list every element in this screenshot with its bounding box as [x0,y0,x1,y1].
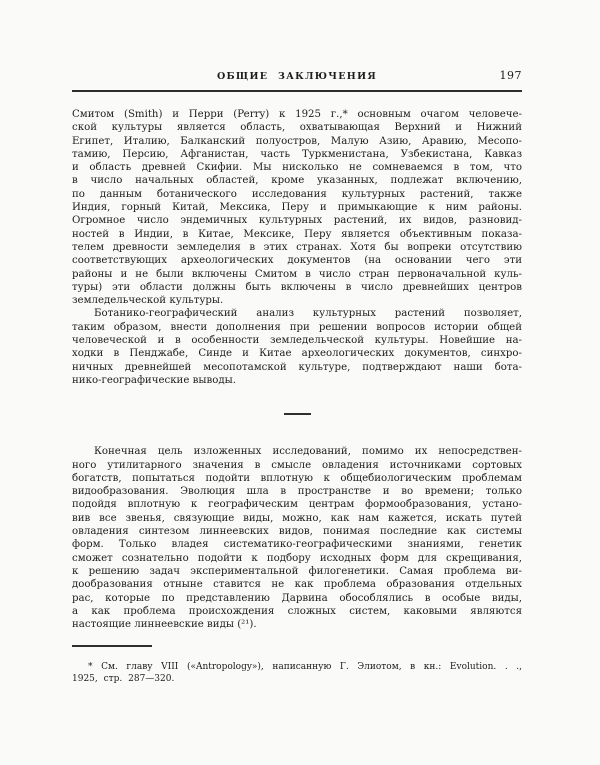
text-line: настоящие линнеевские виды (²¹). [72,619,257,631]
text-line: телем древности земледелия в этих странах. Хотя бы вопреки отсутствию [72,241,522,253]
text-line: соответствующих археологических документов (на основании чего эти [72,255,522,267]
section [72,108,522,387]
text-line: таким образом, внести дополнения при решении вопросов истории общей [72,321,522,333]
page-number: 197 [499,69,522,82]
text-line: ходки в Пенджабе, Синде и Китае археологических документов, синхро- [72,348,522,360]
footnote [72,661,522,685]
text-line: ничных древнейшей месопотамской культуре, подтверждают наши бота- [72,361,522,373]
body-text [72,108,522,631]
text-line: подойдя вплотную к географическим центрам формообразования, устано- [72,499,522,511]
text-line: Египет, Италию, Балканский полуостров, Малую Азию, Аравию, Месопо- [72,135,522,147]
text-line: тамию, Персию, Афганистан, часть Туркменистана, Узбекистана, Кавказ [72,148,522,160]
text-line: а как проблема происхождения сложных систем, каковыми являются [72,605,522,617]
text-line: к решению задач экспериментальной филогенетики. Самая проблема ви- [72,565,522,577]
text-line: в число начальных областей, кроме указанных, подлежат включению, [72,175,522,187]
text-line: ностей в Индии, в Китае, Мексике, Перу является объективным показа- [72,228,522,240]
text-line: ного утилитарного значения в смысле овладения источниками сортовых [72,459,522,471]
section-divider [284,413,311,415]
text-line: Индия, горный Китай, Мексика, Перу и примыкающие к ним районы. [72,202,522,214]
text-line: рас, которые по представлению Дарвина обособлялись в особые виды, [72,592,522,604]
text-line: богатств, попытаться подойти вплотную к общебиологическим проблемам [72,472,522,484]
text-line: земледельческой культуры. [72,295,224,307]
text-line: Огромное число эндемичных культурных растений, их видов, разновид- [72,215,522,227]
page-title: ОБЩИЕ ЗАКЛЮЧЕНИЯ [216,71,378,82]
footnote-line: * См. главу VIII («Antropology»), написанную Г. Элиотом, в кн.: Evolution. . ., [88,662,522,673]
text-line: человеческой и в особенности земледельческой культуры. Новейшие на- [72,335,522,347]
text-line: видообразования. Эволюция шла в пространстве и во времени; только [72,486,522,498]
running-header [72,70,522,92]
footnote-rule [72,645,152,647]
text-line: ской культуры является область, охватывающая Верхний и Нижний [72,122,522,134]
text-line: форм. Только владея систематико-географическими знаниями, генетик [72,539,522,551]
text-line: районы и не были включены Смитом в число стран первоначальной куль- [72,268,522,280]
text-line: и область древней Скифии. Мы нисколько не сомневаемся в том, что [72,162,522,174]
section [72,445,522,631]
text-line: дообразования отныне ставится не как проблема образования отдельных [72,579,522,591]
text-line: Конечная цель изложенных исследований, помимо их непосредствен- [94,446,522,458]
text-line: туры) эти области должны быть включены в число древнейших центров [72,281,522,293]
text-line: сможет сознательно подойти к подбору исходных форм для скрещивания, [72,552,522,564]
text-line: нико-географические выводы. [72,374,236,386]
text-line: вив все звенья, связующие виды, можно, как нам кажется, искать путей [72,512,522,524]
page-content [72,70,522,685]
text-line: Ботанико-географический анализ культурных растений позволяет, [94,308,522,320]
text-line: овладения синтезом линнеевских видов, понимая последние как системы [72,526,522,538]
text-line: по данным ботанического исследования культурных растений, также [72,188,522,200]
text-line: Смитом (Smith) и Перри (Perry) к 1925 г.,* основным очагом человече- [72,109,522,120]
footnote-line: 1925, стр. 287—320. [72,674,175,685]
